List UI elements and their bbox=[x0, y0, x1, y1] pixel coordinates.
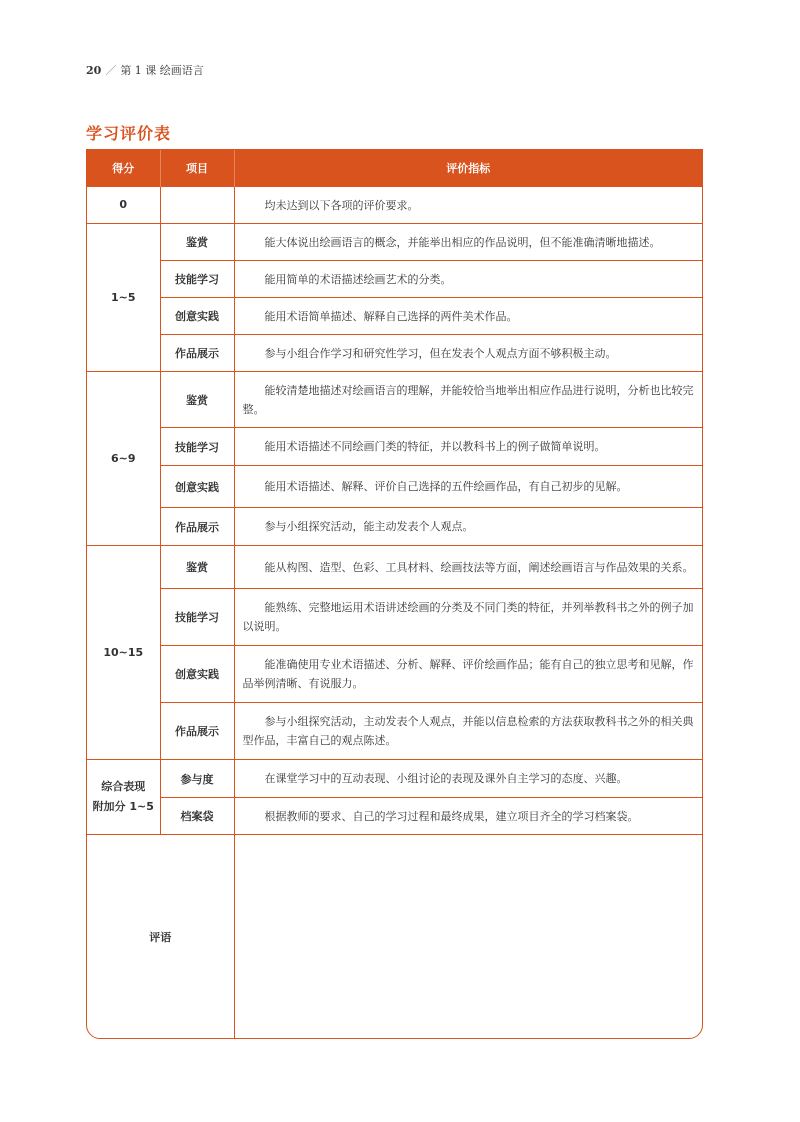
table-row bbox=[87, 508, 702, 546]
item-cell: 技能学习 bbox=[160, 428, 234, 466]
bonus-score-line2: 附加分 1~5 bbox=[92, 800, 154, 813]
lesson-title: 第 1 课 绘画语言 bbox=[120, 64, 204, 77]
criterion-cell: 能准确使用专业术语描述、分析、解释、评价绘画作品；能有自己的独立思考和见解，作品举例清晰、有说服力。 bbox=[234, 646, 702, 703]
header-score: 得分 bbox=[87, 150, 160, 187]
score-cell: 1~5 bbox=[87, 224, 160, 372]
criterion-cell: 能用简单的术语描述绘画艺术的分类。 bbox=[234, 261, 702, 298]
item-cell: 作品展示 bbox=[160, 335, 234, 372]
table-row bbox=[87, 298, 702, 335]
comment-field[interactable] bbox=[234, 835, 702, 1039]
score-cell: 0 bbox=[87, 187, 160, 224]
item-cell: 鉴赏 bbox=[160, 372, 234, 428]
score-cell: 6~9 bbox=[87, 372, 160, 546]
table-row bbox=[87, 466, 702, 508]
bonus-score-line1: 综合表现 bbox=[101, 780, 146, 793]
table-header-row bbox=[87, 150, 702, 187]
criterion-cell: 参与小组探究活动，主动发表个人观点，并能以信息检索的方法获取教科书之外的相关典型作品，丰富自己的观点陈述。 bbox=[234, 703, 702, 760]
table-row bbox=[87, 261, 702, 298]
score-cell bbox=[87, 760, 160, 835]
item-cell: 技能学习 bbox=[160, 589, 234, 646]
comment-row bbox=[87, 835, 702, 1039]
item-cell: 鉴赏 bbox=[160, 546, 234, 589]
header-criteria: 评价指标 bbox=[234, 150, 702, 187]
criterion-cell: 能用术语简单描述、解释自己选择的两件美术作品。 bbox=[234, 298, 702, 335]
item-cell bbox=[160, 187, 234, 224]
evaluation-table bbox=[86, 149, 703, 1039]
table-row bbox=[87, 224, 702, 261]
table-row bbox=[87, 589, 702, 646]
criterion-cell: 均未达到以下各项的评价要求。 bbox=[234, 187, 702, 224]
table-row bbox=[87, 646, 702, 703]
item-cell: 档案袋 bbox=[160, 798, 234, 835]
table-row bbox=[87, 335, 702, 372]
item-cell: 作品展示 bbox=[160, 508, 234, 546]
table-row bbox=[87, 760, 702, 798]
item-cell: 作品展示 bbox=[160, 703, 234, 760]
item-cell: 创意实践 bbox=[160, 466, 234, 508]
header-item: 项目 bbox=[160, 150, 234, 187]
item-cell: 鉴赏 bbox=[160, 224, 234, 261]
table-row bbox=[87, 703, 702, 760]
section-title: 学习评价表 bbox=[86, 124, 172, 143]
criterion-cell: 参与小组探究活动，能主动发表个人观点。 bbox=[234, 508, 702, 546]
comment-label: 评语 bbox=[87, 835, 234, 1039]
criterion-cell: 能用术语描述、解释、评价自己选择的五件绘画作品，有自己初步的见解。 bbox=[234, 466, 702, 508]
score-cell: 10~15 bbox=[87, 546, 160, 760]
criterion-cell: 根据教师的要求、自己的学习过程和最终成果，建立项目齐全的学习档案袋。 bbox=[234, 798, 702, 835]
table-row bbox=[87, 546, 702, 589]
table-row bbox=[87, 428, 702, 466]
criterion-cell: 能从构图、造型、色彩、工具材料、绘画技法等方面，阐述绘画语言与作品效果的关系。 bbox=[234, 546, 702, 589]
item-cell: 创意实践 bbox=[160, 646, 234, 703]
criterion-cell: 能熟练、完整地运用术语讲述绘画的分类及不同门类的特征，并列举教科书之外的例子加以说明。 bbox=[234, 589, 702, 646]
criterion-cell: 能较清楚地描述对绘画语言的理解，并能较恰当地举出相应作品进行说明，分析也比较完整。 bbox=[234, 372, 702, 428]
item-cell: 创意实践 bbox=[160, 298, 234, 335]
page-header bbox=[86, 62, 204, 78]
header-separator: ／ bbox=[105, 64, 117, 77]
criterion-cell: 在课堂学习中的互动表现、小组讨论的表现及课外自主学习的态度、兴趣。 bbox=[234, 760, 702, 798]
item-cell: 技能学习 bbox=[160, 261, 234, 298]
table-row bbox=[87, 798, 702, 835]
criterion-cell: 能大体说出绘画语言的概念，并能举出相应的作品说明，但不能准确清晰地描述。 bbox=[234, 224, 702, 261]
item-cell: 参与度 bbox=[160, 760, 234, 798]
criterion-cell: 能用术语描述不同绘画门类的特征，并以教科书上的例子做简单说明。 bbox=[234, 428, 702, 466]
criterion-cell: 参与小组合作学习和研究性学习，但在发表个人观点方面不够积极主动。 bbox=[234, 335, 702, 372]
table-row bbox=[87, 372, 702, 428]
table-row bbox=[87, 187, 702, 224]
page-number: 20 bbox=[86, 64, 102, 77]
